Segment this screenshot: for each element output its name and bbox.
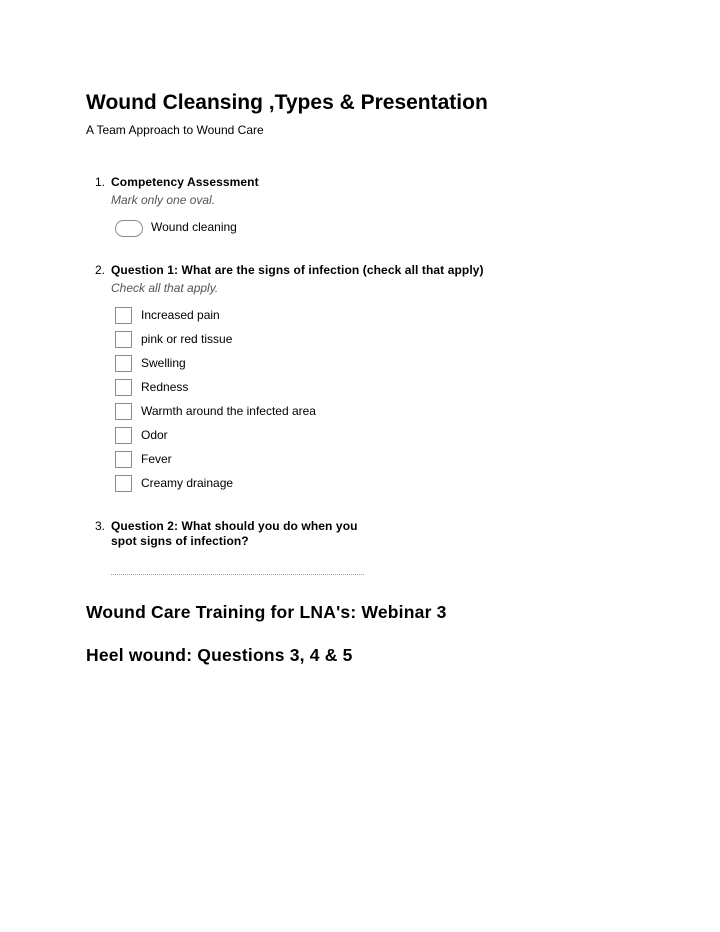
radio-oval[interactable] bbox=[115, 220, 143, 237]
checkbox-label: pink or red tissue bbox=[141, 332, 233, 346]
checkbox[interactable] bbox=[115, 307, 132, 324]
short-answer-field[interactable] bbox=[111, 574, 364, 575]
form-description: A Team Approach to Wound Care bbox=[86, 123, 264, 137]
checkbox-label: Swelling bbox=[141, 356, 186, 370]
checkbox[interactable] bbox=[115, 403, 132, 420]
checkbox-label: Creamy drainage bbox=[141, 476, 234, 490]
checkbox-label: Increased pain bbox=[141, 308, 220, 322]
section-title: Heel wound: Questions 3, 4 & 5 bbox=[86, 645, 353, 665]
question-title: Competency Assessment bbox=[111, 175, 259, 189]
question-title-line-1: Question 2: What should you do when you bbox=[111, 519, 358, 533]
checkbox[interactable] bbox=[115, 355, 132, 372]
checkbox[interactable] bbox=[115, 379, 132, 396]
checkbox-label: Warmth around the infected area bbox=[141, 404, 316, 418]
section-title: Wound Care Training for LNA's: Webinar 3 bbox=[86, 602, 447, 622]
question-title: Question 1: What are the signs of infection (check all that apply) bbox=[111, 263, 484, 277]
checkbox-label: Fever bbox=[141, 452, 172, 466]
question-hint: Mark only one oval. bbox=[111, 193, 216, 207]
question-number: 3. bbox=[95, 519, 106, 533]
checkbox-label: Odor bbox=[141, 428, 168, 442]
checkbox[interactable] bbox=[115, 331, 132, 348]
question-title-line-2: spot signs of infection? bbox=[111, 534, 249, 548]
radio-option-label: Wound cleaning bbox=[151, 220, 237, 234]
question-number: 1. bbox=[95, 175, 106, 189]
checkbox[interactable] bbox=[115, 427, 132, 444]
form-title: Wound Cleansing ,Types & Presentation bbox=[86, 91, 488, 114]
question-hint: Check all that apply. bbox=[111, 281, 219, 295]
checkbox[interactable] bbox=[115, 475, 132, 492]
checkbox[interactable] bbox=[115, 451, 132, 468]
checkbox-label: Redness bbox=[141, 380, 189, 394]
question-number: 2. bbox=[95, 263, 106, 277]
